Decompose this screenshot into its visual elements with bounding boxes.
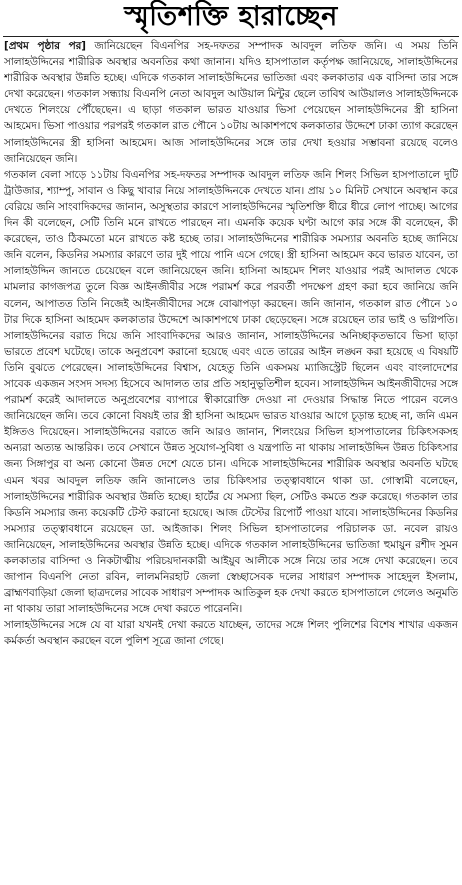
paragraph-2: গতকাল বেলা সাড়ে ১১টায় বিএনপির সহ-দফতর সম্পাদক আবদুল লতিফ জনি শিলং সিভিল হাসপাতালে দুটি ট্রাউজার, শ্যাম্পু, সাবান ও কিছু খাবার নিয়ে সালাহউদ্দিনকে দেখতে যান। প্রায় ১০ মিনিট সেখানে অবস্থান করে বেরিয়ে জনি সাংবাদিকদের জানান, অসুস্থতার কারণে সালাহউদ্দিনের স্মৃতিশক্তি ধীরে ধীরে লোপ পাচ্ছে। আগের দিন কী বলেছেন, সেটি তিনি মনে রাখতে পারছেন না। এমনকি কয়েক ঘণ্টা আগে কার সঙ্গে কী বলেছেন, কী করেছেন, তাও ঠিকমতো মনে রাখতে কষ্ট হচ্ছে তার। সালাহউদ্দিনের শারীরিক সমস্যার অবনতি হচ্ছে জানিয়ে জনি বলেন, কিডনির সমস্যার কারণে তার দুই পায়ে পানি এসে গেছে। স্ত্রী হাসিনা আহমেদ কবে ভারত যাবেন, তা সালাহউদ্দিন জানতে চেয়েছেন বলে জানিয়েছেন জনি। হাসিনা আহমেদ শিলং যাওয়ার পরই আদালত থেকে মামলার কাগজপত্র তুলে বিজ্ঞ আইনজীবীর সঙ্গে পরামর্শ করে পরবর্তী পদক্ষেপ গ্রহণ করা হবে জানিয়ে জনি বলেন, আপাতত তিনি নিজেই আইনজীবীদের সঙ্গে বোঝাপড়া করছেন। জনি জানান, গতকাল রাত পৌনে ১০ টার দিকে হাসিনা আহমেদ কলকাতার উদ্দেশে আকাশপথে ঢাকা ছেড়েছেন। সঙ্গে রয়েছেন তার ভাই ও ভগ্নিপতি। সালাহউদ্দিনের বরাত দিয়ে জনি সাংবাদিকদের আরও জানান, সালাহউদ্দিনের অনিচ্ছাকৃতভাবে ভিসা ছাড়া ভারতে প্রবেশ ঘটেছে। তাকে অনুপ্রবেশ করানো হয়েছে এবং এতে তারের আইন লঙ্ঘন করা হয়েছে এ বিষয়টি তিনি বুঝতে পেরেছেন। সালাহউদ্দিনের বিশ্বাস, যেহেতু তিনি একসময় ম্যাজিস্ট্রেট ছিলেন এবং বাংলাদেশের সাবেক একজন সংসদ সদস্য হিসেবে আদালত তার প্রতি সহানুভূতিশীল হবেন। সালাহউদ্দিন আইনজীবীদের সঙ্গে পরামর্শ করেই আদালতে অনুপ্রবেশের ব্যাপারে স্বীকারোক্তি দেওয়া না দেওয়ার সিদ্ধান্ত নিতে পারেন বলেও জানিয়েছেন জনি। তবে কোনো বিষয়ই তার স্ত্রী হাসিনা আহমেদ ভারত যাওয়ার আগে চূড়ান্ত হচ্ছে না, জনি এমন ইঙ্গিতও দিয়েছেন। সালাহউদ্দিনের বরাতে জনি আরও জানান, শিলংয়ের সিভিল হাসপাতালের চিকিৎসকসহ অন্যরা অত্যন্ত আন্তরিক। তবে সেখানে উন্নত সুযোগ-সুবিধা ও যন্ত্রপাতি না থাকায় সালাহউদ্দিন উন্নত চিকিৎসার জন্য সিঙ্গাপুর বা অন্য কোনো উন্নত দেশে যেতে চান। এদিকে সালাহউদ্দিনের শারীরিক অবস্থার অবনতি ঘটছে এমন খবর আবদুল লতিফ জনি জানালেও তার চিকিৎসার তত্ত্বাবধানে থাকা ডা. গোস্বামী বলেছেন, সালাহউদ্দিনের শারীরিক অবস্থার উন্নতি হচ্ছে। হার্টের যে সমস্যা ছিল, সেটিও কমতে শুরু করেছে। গতকাল তার কিডনি সমস্যার জন্য কয়েকটি টেস্ট করানো হয়েছে। আজ টেস্টের রিপোর্ট পাওয়া যাবে। সালাহউদ্দিনের কিডনির সমস্যার তত্ত্বাবধানে রয়েছেন ডা. আইজাক। শিলং সিভিল হাসপাতালের পরিচালক ডা. নবেল রায়ও জানিয়েছেন, সালাহউদ্দিনের অবস্থার উন্নতি হচ্ছে। এদিকে গতকাল সালাহউদ্দিনের ভাতিজা হুমায়ুন রশীদ সুমন কলকাতার বাসিন্দা ও নিকটাত্মীয় পরিচয়দানকারী আইয়ুব আলীকে সঙ্গে নিয়ে তার সঙ্গে দেখা করেছেন। তবে জাপান বিএনপি নেতা রবিন, লালমনিরহাট জেলা স্বেচ্ছাসেবক দলের সাধারণ সম্পাদক সাহেদুল ইসলাম, ব্রাহ্মণবাড়িয়া জেলা ছাত্রদলের সাবেক সাধারণ সম্পাদক আতিকুল হক দেখা করতে হাসপাতালে গেলেও অনুমতি না থাকায় তারা সালাহউদ্দিনের সঙ্গে দেখা করতে পারেননি। — [4, 168, 458, 616]
paragraph-1 — [4, 38, 458, 167]
article-body — [0, 38, 462, 650]
paragraph-1-text: জানিয়েছেন বিএনপির সহ-দফতর সম্পাদক আবদুল লতিফ জনি। এ সময় তিনি সালাহউদ্দিনের শারীরিক অবস্থার অবনতির কথা জানান। যদিও হাসপাতাল কর্তৃপক্ষ জানিয়েছে, সালাহউদ্দিনের শারীরিক অবস্থার উন্নতি হচ্ছে। এদিকে গতকাল সালাহউদ্দিনের ভাতিজা এবং কলকাতার এক বাসিন্দা তার সঙ্গে দেখা করেছেন। গতকাল সন্ধ্যায় বিএনপি নেতা আবদুল আউয়াল মিন্টুর ছেলে তাবিথ আউয়ালও সালাহউদ্দিনকে দেখতে শিলংয়ে পৌঁছেছেন। এ ছাড়া গতকাল ভারত যাওয়ার ভিসা পেয়েছেন সালাহউদ্দিনের স্ত্রী হাসিনা আহমেদ। ভিসা পাওয়ার পরপরই গতকাল রাত পৌনে ১০টায় আকাশপথে কলকাতার উদ্দেশে ঢাকা ত্যাগ করেছেন সালাহউদ্দিনের স্ত্রী হাসিনা আহমেদ। আজ সালাহউদ্দিনের সঙ্গে তার দেখা হওয়ার সম্ভাবনা রয়েছে বলেও জানিয়েছেন জনি। — [4, 40, 458, 165]
headline-rule — [3, 36, 459, 37]
headline: স্মৃতিশক্তি হারাচ্ছেন — [124, 0, 338, 32]
paragraph-3: সালাহউদ্দিনের সঙ্গে যে বা যারা যখনই দেখা করতে যাচ্ছেন, তাদের সঙ্গে শিলং পুলিশের বিশেষ শাখার একজন কর্মকর্তা অবস্থান করছেন বলে পুলিশ সূত্রে জানা গেছে। — [4, 619, 458, 648]
lead-in: [প্রথম পৃষ্ঠার পর] — [4, 40, 86, 52]
